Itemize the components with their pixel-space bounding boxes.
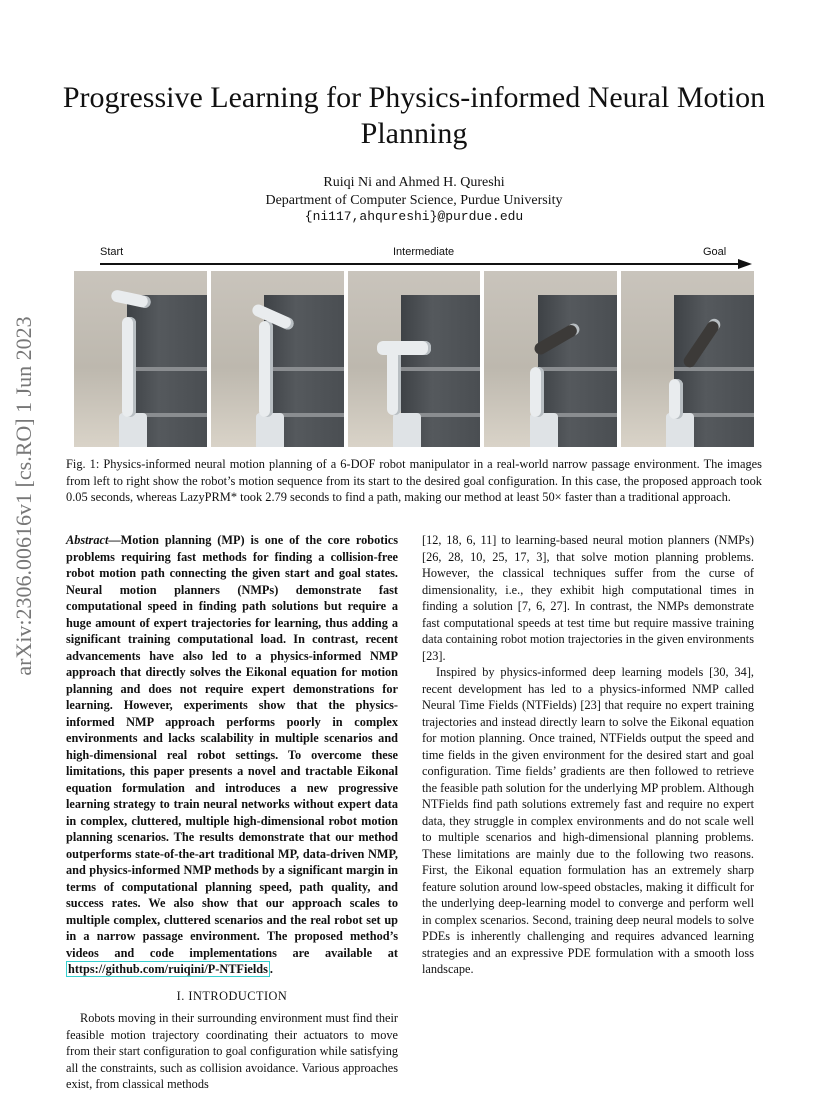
left-column: [66, 532, 398, 1093]
robot-photo-5: [621, 271, 754, 447]
paper-title: Progressive Learning for Physics-informed Neural Motion Planning: [62, 81, 766, 150]
figure-caption: Fig. 1: Physics-informed neural motion planning of a 6-DOF robot manipulator in a real-world narrow passage environment. The images from left to right show the robot’s motion sequence from its start to the desired goal configuration. In this case, the proposed approach took 0.05 seconds, whereas LazyPRM* took 2.79 seconds to find a path, making our method at least 50× faster than a traditional approach.: [66, 457, 762, 504]
intro-paragraph-1-continued: [12, 18, 6, 11] to learning-based neural motion planners (NMPs) [26, 28, 10, 25, 17, 3], that solve motion planning problems. However, the classical techniques suffer from the curse of dimensionality, i.e., they exhibit high computational times in finding a solution [7, 6, 27]. In contrast, the NMPs demonstrate fast computational speeds at test time but require massive training data containing robot motion trajectories in the given environments [23].: [422, 533, 754, 663]
abstract-body: —Motion planning (MP) is one of the core robotics problems requiring fast methods for finding a collision-free robot motion path connecting the given start and goal states. Neural motion planners (NMPs) demonstrate fast computational speed in finding path solutions but require a huge amount of expert trajectories for learning, thus adding a significant training computational load. In contrast, recent advancements have also led to a physics-informed NMP approach that directly solves the Eikonal equation for motion planning and does not require expert demonstrations for learning. However, experiments show that the physics-informed NMP approach performs poorly in complex environments and lacks scalability in multiple scenarios and high-dimensional real robot settings. To overcome these limitations, this paper presents a novel and tractable Eikonal equation formulation and introduces a new progressive learning strategy to train neural networks without expert data in complex, cluttered, multiple high-dimensional robot motion planning scenarios. The results demonstrate that our method outperforms state-of-the-art traditional MP, data-driven NMP, and physics-informed NMP methods by a significant margin in terms of computational planning speed, path quality, and success rates. We also show that our approach scales to multiple complex, cluttered scenarios and the real robot set up in a narrow passage environment. The proposed method’s videos and code implementations are available at: [66, 533, 398, 960]
figure-label-start: Start: [100, 246, 124, 258]
intro-paragraph-1: Robots moving in their surrounding environment must find their feasible motion trajectory coordinating their actuators to move from their start configuration to goal configuration while satisfying all the constraints, such as collision avoidance. Various approaches exist, from classical methods: [66, 1011, 398, 1091]
arxiv-sidebar-stamp: [6, 296, 42, 696]
arrow-head-icon: [738, 259, 752, 269]
section-heading-introduction: I. INTRODUCTION: [176, 988, 288, 1003]
robot-photo-1: [74, 271, 207, 447]
affiliation: Department of Computer Science, Purdue University: [265, 193, 563, 208]
robot-photo-4: [484, 271, 617, 447]
abstract: [66, 532, 398, 978]
abstract-lead: Abstract: [66, 533, 109, 547]
intro-paragraph-2: Inspired by physics-informed deep learning models [30, 34], recent development has led to a physics-informed NMP called Neural Time Fields (NTFields) [23] that require no expert training trajectories and instead directly learn to solve the Eikonal equation for motion planning. Once trained, NTFields output the speed and time fields in the given environment for the desired start and goal configuration. Time fields’ gradients are then followed to retrieve the feasible path solution for the underlying MP problem. Although NTFields find path solutions extremely fast and require no expert data, they struggle in complex environments and do not scale well to multiple scenarios and high-dimensional planning problems. These limitations are mainly due to the following two reasons. First, the Eikonal equation formulation has an extremely sharp feature solution around low-speed obstacles, making it difficult for the underlying deep-learning model to converge and perform well in complex scenarios. Second, training deep neural models to solve PDEs is inherently challenging and requires advanced learning strategies and an expressive PDE formulation with a smooth loss landscape.: [422, 665, 754, 976]
abstract-tail: .: [269, 962, 273, 976]
right-column: [422, 532, 754, 978]
robot-photo-2: [211, 271, 344, 447]
figure-label-intermediate: Intermediate: [393, 246, 455, 258]
motion-sequence-arrow: [100, 263, 740, 265]
arxiv-id: arXiv:2306.00616v1 [cs.RO] 1 Jun 2023: [11, 316, 36, 676]
code-link[interactable]: https://github.com/ruiqini/P-NTFields: [68, 962, 268, 976]
robot-photo-3: [348, 271, 481, 447]
author-list: Ruiqi Ni and Ahmed H. Qureshi: [323, 175, 505, 190]
author-email: {ni117,ahqureshi}@purdue.edu: [304, 209, 524, 224]
figure-photo-strip: [74, 271, 754, 447]
figure-label-goal: Goal: [703, 246, 727, 258]
